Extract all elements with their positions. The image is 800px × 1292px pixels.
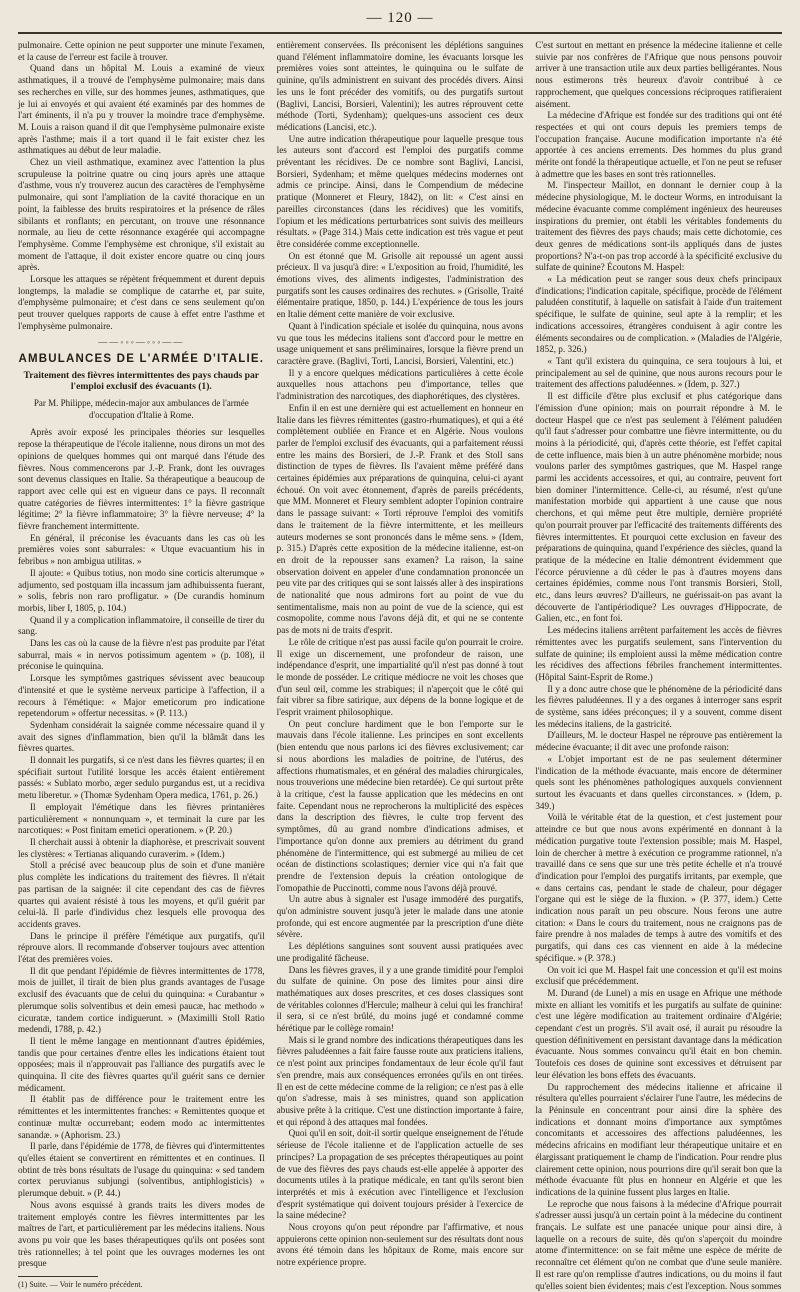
article-columns <box>18 40 782 1291</box>
paragraph: Il employait l'émétique dans les fièvres printanières particulièrement « nonnunquam », et terminait la cure par les narcotiques: « Post finitam emetici operationem. » (P. 20.) <box>18 801 265 836</box>
paragraph: Nous avons esquissé à grands traits les divers modes de traitement employés contre les fièvres intermittentes par les maîtres de l'art, et particulièrement par les médecins italiens. Nous avons pu voir que les bases thérapeutiques qu'ils ont posées sont très rationnelles; à tel point que les ouvrages modernes les ont presque <box>18 1199 265 1269</box>
column-right <box>535 40 782 1292</box>
paragraph: Nous croyons qu'on peut répondre par l'affirmative, et nous appuierons cette opinion non-seulement sur des résultats dont nous avons été témoin dans les hôpitaux de Rome, mais encore sur notre expérience propre. <box>276 1222 524 1268</box>
paragraph: « L'objet important est de ne pas seulement déterminer l'indication de la méthode évacuante, mais encore de déterminer quels sont les phénomènes pathologiques auxquels conviennent surtout les évacuants et dans quelles circonstances. » (Idem, p. 349.) <box>535 753 782 811</box>
paragraph: pulmonaire. Cette opinion ne peut supporter une minute l'examen, et la cause de l'erreur est facile à trouver. <box>18 40 265 62</box>
paragraph: Lorsque les symptômes gastriques sévissent avec beaucoup d'intensité et que le système nerveux participe à l'affection, il a recours à l'émétique: « Major emeticorum pro indicatione repetendorum » offertur necessitas. » (P. 113.) <box>18 673 265 719</box>
article-byline: Par M. Philippe, médecin-major aux ambulances de l'armée d'occupation d'Italie à Rome. <box>33 397 249 420</box>
paragraph: « La médication peut se ranger sous deux chefs principaux d'indications; l'indication capitale, spécifique, procède de l'élément paludéen constitutif, à laquelle on satisfait à l'aide d'un traitement spécifique, le sulfate de quinine, seul apte à la remplir; et les indications accessoires, étrangères conduisent à agir contre les éléments secondaires ou de complication. » (Maladies de l'Algérie, 1852, p. 326.) <box>535 274 782 355</box>
paragraph: On est étonné que M. Grisolle ait repoussé un agent aussi précieux. Il va jusqu'à dire: « L'exposition au froid, l'humidité, les émotions vives, des aliments indigestes, l'administration des purgatifs sont les causes ordinaires des rechutes. » (Grisolle, Traité élémentaire pratique, 1850, p. 144.) L'expérience de tous les jours en Italie dément cette manière de voir exclusive. <box>276 250 524 320</box>
paragraph: Il donnait les purgatifs, si ce n'est dans les fièvres quartes; il en spécifiait surtout l'utilité lorsque les accès étaient entièrement passés: « Sublato morbo, æger sedulo purgandus est, ut a recidiva metu liberetur. » (Thomæ Sydenham Opera medica, 1761, p. 26.) <box>18 755 265 801</box>
paragraph: Sydenham considérait la saignée comme nécessaire quand il y avait des signes d'inflammation, bien qu'il la blâmât dans les fièvres quartes. <box>18 719 265 754</box>
paragraph: Il y a encore quelques médications particulières à cette école auxquelles nous attachons peu d'importance, telles que l'administration des narcotiques, des diaphorétiques, des clystères. <box>276 367 524 402</box>
paragraph: Il est difficile d'être plus exclusif et plus catégorique dans l'émission d'une opinion; mais on pourrait répondre à M. le docteur Haspel que ce n'est pas seulement à l'élément paludéen qu'il faut s'adresser pour combattre une fièvre intermittente, ou du moins à la périodicité, qui, d'après cette théorie, est l'effet capital de cette influence, mais bien à un autre phénomène morbide; nous voulons parler des symptômes gastriques, que M. Haspel range parmi les accidents accessoires, et qui, au contraire, peuvent fort bien dominer l'intermittence. Celle-ci, au résumé, n'est qu'une manifestation morbide qui appartient à une cause que nous cherchons, et qui même peut être multiple, dernière propriété qu'on pourrait prouver par l'efficacité des traitements différents des fièvres intermittentes. Et pourquoi cette exclusion en faveur des préparations de quinquina, quand l'expérience des siècles, quand la pratique de la médecine en Italie démontrent évidemment que l'écorce péruvienne a dû céder le pas à d'autres moyens dans certaines épidémies, comme nous l'ont transmis Borsieri, Stoll, etc., dans leurs œuvres? D'ailleurs, ne guérissait-on pas avant la découverte de l'antipériodique? Les ouvrages d'Hippocrate, de Galien, etc., en font foi. <box>535 391 782 624</box>
paragraph: Mais si le grand nombre des indications thérapeutiques dans les fièvres paludéennes a fait faire fausse route aux praticiens italiens, ce n'est point aux principes fondamentaux de leur école qu'il faut s'en prendre, mais aux conséquences erronées qu'ils en ont tirées. Il en est de cette médecine comme de la religion; ce n'est pas à elle qu'on s'adresse, mais à ses ministres, quand son application abusive prête à la critique. C'est une distinction importante à faire, et qui répond à des attaques mal fondées. <box>276 1034 524 1127</box>
paragraph: On peut conclure hardiment que le bon l'emporte sur le mauvais dans l'école italienne. Les principes en sont excellents (bien entendu que nous parlons ici des fièvres exclusivement; car si nous abordions les maladies de poitrine, de l'utérus, des affections rhumatismales, et en général des maladies chirurgicales, nous trouverions une médecine bien retardée). Ce qui surtout prête à la critique, c'est la fausse application que les médecins en ont faite. Cependant nous ne reprocherons la multiplicité des espèces dans la description des fièvres, le culte trop fervent des symptômes, dû au grand nombre d'indications admises, et l'importance qu'on donne aux premiers au détriment du grand phénomène de l'intermittence, qui est submergé au milieu de cet océan de distinctions scolastiques; dernier vice qui n'a fait que prendre de l'extension depuis la création ontologique de l'omopathie de Puccinotti, comme nous l'avons déjà prouvé. <box>276 718 524 893</box>
paragraph: Dans le principe il préfère l'émétique aux purgatifs, qu'il réprouve alors. Il recommande d'observer toujours avec attention l'état des premières voies. <box>18 930 265 965</box>
paragraph: Quand dans un hôpital M. Louis a examiné de vieux asthmatiques, il a trouvé de l'emphysème pulmonaire; mais dans ses recherches en ville, sur des hommes jeunes, asthmatiques, que je lui ai envoyés et qui avaient été examinés par des hommes de l'art éminents, il n'a pu y trouver la moindre trace d'emphysème. M. Louis a raison quand il dit que l'emphysème pulmonaire existe après l'asthme; mais il a tort quand il le fait exister chez les asthmatiques au début de leur maladie. <box>18 63 265 156</box>
paragraph: Une autre indication thérapeutique pour laquelle presque tous les auteurs sont d'accord est l'emploi des purgatifs comme préventant les récidives. De ce nombre sont Baglivi, Lancisi, Borsieri, Sydenham; et même quelques médecins modernes ont admis ce principe. Ainsi, dans le Compendium de médecine pratique (Monneret et Fleury, 1842), on lit: « C'est ainsi en pareilles circonstances (dans les récidives) que les vomitifs, l'opium et les médications perturbatrices sont suivis des meilleurs résultats. » (Page 314.) Mais cette indication est très vague et peut être considérée comme exceptionnelle. <box>276 133 524 249</box>
paragraph: C'est surtout en mettant en présence la médecine italienne et celle suivie par nos confrères de l'Afrique que nous pensons pouvoir arriver à une transaction utile aux deux parties belligérantes. Nous nous estimerons très heureux d'avoir contribué à ce rapprochement, que quelques concessions réciproques ratifieraient aisément. <box>535 40 782 109</box>
section-divider-ornament: ——◦◦◦—◦◦◦—— <box>98 336 185 347</box>
paragraph: En général, il préconise les évacuants dans les cas où les premières voies sont saburrales: « Utque evacuantium his in febribus » non ambigua utilitas. » <box>18 532 265 567</box>
column-middle <box>277 40 524 1292</box>
paragraph: Dans les fièvres graves, il y a une grande timidité pour l'emploi du sulfate de quinine. On pose des limites pour ainsi dire mathématiques aux doses prescrites, et ces doses classiques sont de véritables colonnes d'Hercule; malheur à celui qui les franchira! il sera, si ce n'est brûlé, du moins jugé et condamné comme hérétique par le collège romain! <box>276 964 524 1034</box>
paragraph: Quoi qu'il en soit, doit-il sortir quelque enseignement de l'étude sérieuse de l'école italienne et de l'application actuelle de ses principes? La propagation de ses préceptes thérapeutiques au point de vue des fièvres des pays chauds est-elle appelée à apporter des documents utiles à la pratique médicale, en tant qu'ils seront bien interprétés et mis à exécution avec l'intelligence et l'exclusion d'esprit systématique qui doivent toujours présider à l'exercice de la saine médecine? <box>276 1128 524 1221</box>
paragraph: entièrement conservées. Ils préconisent les déplétions sanguines quand l'élément inflammatoire domine, les évacuants lorsque les premières voies sont atteintes, le quinquina ou le sulfate de quinine, qu'ils administrent en suivant des procédés divers. Ainsi les uns le font précéder des vomitifs, ou des purgatifs surtout (Baglivi, Lancisi, Borsieri, Valentini); les autres réprouvent cette méthode (Torti, Sydenham); quelques-uns associent ces deux médications (Lancisi, etc.). <box>276 40 524 132</box>
paragraph: Quant à l'indication spéciale et isolée du quinquina, nous avons vu que tous les médecins italiens sont d'accord pour le mettre en usage uniquement et sans préliminaires, lorsque la fièvre prend un caractère grave. (Baglivi, Torti, Lancisi, Borsieri, Valentini, etc.) <box>276 320 524 366</box>
paragraph: Le reproche que nous faisons à la médecine d'Afrique pourrait s'adresser aussi jusqu'à un certain point à la médecine du continent français. Le sulfate est une panacée unique pour ainsi dire, à laquelle on a recours de suite, dès qu'on s'aperçoit du moindre atome d'intermittence: on se fait même une espèce de mérite de reconnaître cet élément qu'on ne combat que d'une seule manière. Il est rare qu'on remplisse d'autres indications, ou du moins il faut qu'elles soient bien évidentes; mais c'est l'exception. Nous sommes <box>535 1198 782 1291</box>
paragraph: Du rapprochement des médecins italienne et africaine il résultera qu'elles pourraient s'éclairer l'une l'autre, les médecins de la Péninsule en concentrant pour ainsi dire la sphère des indications et donnant moins d'importance aux symptômes concomitants et accessoires des affections paludéennes, les médecins africains en modifiant leur thérapeutique unitaire et en élargissant pratiquement le champ de l'indication. Pour rendre plus clairement cette opinion, nous pourrions dire qu'il serait bon que la méthode évacuante fût plus en honneur en Algérie et que les indications de la quinine fussent plus larges en Italie. <box>535 1081 782 1197</box>
paragraph: Le rôle de critique n'est pas aussi facile qu'on pourrait le croire. Il exige un discernement, une profondeur de raison, une indépendance d'esprit, une impartialité qu'il n'est pas donné à tout le monde de posséder. Le critique médiocre ne voit les choses que d'un seul œil, comme les strabiques; il n'aperçoit que le côté qui fait vibrer sa fibre satirique, aux dépens de la bonne logique et de l'esprit vraiment philosophique. <box>276 636 524 718</box>
paragraph: Il cherchait aussi à obtenir la diaphorèse, et prescrivait souvent les clystères: « Tertianas aliquando curaverim. » (Idem.) <box>18 837 265 859</box>
paragraph: La médecine d'Afrique est fondée sur des traditions qui ont été respectées et qui ont cours depuis les premiers temps de l'occupation française. Aucune modification importante n'a été apportée à ces anciens errements. Des hommes du plus grand mérite ont fondé la thérapeutique actuelle, et l'on ne peut se refuser à admettre que les bases en sont très rationnelles. <box>535 110 782 179</box>
footnote: (1) Suite. — Voir le numéro précédent. <box>18 1280 143 1290</box>
paragraph: On voit ici que M. Haspel fait une concession et qu'il est moins exclusif que précédemment. <box>535 964 782 987</box>
paragraph: Après avoir exposé les principales théories sur lesquelles repose la thérapeutique de l'école italienne, nous dirons un mot des opinions de quelques hommes qui ont marqué dans l'étude des fièvres. Nous commencerons par J.-P. Frank, dont les ouvrages sont devenus classiques en Italie. Sa thérapeutique a beaucoup de rapport avec celle qui est en vigueur dans ce pays. Il reconnaît quatre catégories de fièvres intermittentes: 1° la fièvre gastrique légitime; 2° la fièvre inflammatoire; 3° la fièvre nerveuse; 4° la fièvre franchement intermittente. <box>18 427 265 532</box>
paragraph: Il parle, dans l'épidémie de 1778, de fièvres qui d'intermittentes qu'elles étaient se convertirent en rémittentes et en continues. Il obtint de très bons résultats de l'usage du quinquina: « sed tandem cortex peruvianus subjungi (solventibus, antiphlogisticis) » plerumque debuit. » (P. 44.) <box>18 1141 265 1199</box>
paragraph: M. Durand (de Lunel) a mis en usage en Afrique une méthode mixte en alliant les vomitifs et les purgatifs au sulfate de quinine: c'est une légère modification au traitement ordinaire d'Algérie; cependant c'est un progrès. S'il avait osé, il aurait pu résoudre la question définitivement en persistant davantage dans la médication évacuante. Nous sommes convaincu qu'il était en bon chemin. Toutefois ces doses de quinine sont excessives et détruisent par leur élévation les bons effets des évacuants. <box>535 987 782 1080</box>
paragraph: Chez un vieil asthmatique, examinez avec l'attention la plus scrupuleuse la poitrine quatre ou cinq jours après une attaque d'asthme, vous n'y trouverez aucun des caractères de l'emphysème pulmonaire, qui sont l'ampliation de la cavité thoracique en un point, la faiblesse des bruits respiratoires et la présence de râles sibilants et ronflants; en percutant, on trouve une résonnance normale, au lieu de cette résonnance exagérée qui accompagne l'emphysème. Comme l'emphysème est chronique, s'il existait au moment de l'attaque, il doit exister encore quatre ou cinq jours après. <box>18 157 265 273</box>
paragraph: D'ailleurs, M. le docteur Haspel ne réprouve pas entièrement la médecine évacuante; il dit avec une profonde raison: <box>535 730 782 753</box>
section-title: AMBULANCES DE L'ARMÉE D'ITALIE. <box>18 353 265 366</box>
paragraph: Stoll a précisé avec beaucoup plus de soin et d'une manière plus complète les indications du traitement des fièvres. Il n'était pas partisan de la saignée: il cite cependant des cas de fièvres quartes qui avaient résisté à tous les moyens, et qu'il guérit par celui-là. Il parle d'individus chez lesquels elle provoqua des accidents graves. <box>18 860 265 929</box>
paragraph: Il y a donc autre chose que le phénomène de la périodicité dans les fièvres paludéennes. Il y a des organes à interroger sans esprit de système, sans idées préconçues; il y a souvent, comme disent les médecins italiens, de la gastricité. <box>535 683 782 729</box>
paragraph: Lorsque les attaques se répètent fréquemment et durent depuis longtemps, la maladie se complique de catarrhe et, par suite, d'emphysème pulmonaire; et c'est dans ce sens seulement qu'on peut trouver quelques rapports de cause à effet entre l'asthme et l'emphysème pulmonaire. <box>18 274 265 331</box>
paragraph: Quand il y a complication inflammatoire, il conseille de tirer du sang. <box>18 614 265 637</box>
paragraph: Enfin il en est une dernière qui est actuellement en honneur en Italie dans les fièvres rémittentes (gastro-rhumatiques), et qui a été complètement oubliée en France et en Algérie. Nous voulons parler de l'emploi exclusif des évacuants, qui a parfaitement réussi entre les mains des Borsieri, de J.-P. Frank et des Stoll sans distinction de types de fièvres. Ils l'avaient même préféré dans certaines épidémies aux préparations de quinquina, celui-ci ayant échoué. On voit avec étonnement, d'après de pareils précédents, que MM. Monneret et Fleury semblent adopter l'opinion contraire dans le passage suivant: « Torti réprouve l'emploi des vomitifs dans le traitement de la fièvre intermittente, et les meilleurs auteurs modernes se sont prononcés dans le même sens. » (Idem, p. 315.) D'après cette exposition de la médecine italienne, est-on en droit de la repousser sans examen? La raison, la saine observation doivent en appeler d'une condamnation prononcée un peu vite par des critiques qui se sont laissés aller à des inspirations de nationalité que nous admirons fort au point de vue du sentimentalisme, mais non au point de vue de la science, qui est cosmopolite, comme nous l'avons déjà dit, et qui ne se contente pas de mots ni de traits d'esprit. <box>276 402 524 636</box>
paragraph: Dans les cas où la cause de la fièvre n'est pas produite par l'état saburral, mais « in nervos potissimum agentem » (p. 108), il préconise le quinquina. <box>18 638 265 672</box>
page-header <box>18 10 782 34</box>
column-left <box>18 40 265 1292</box>
article-subtitle: Traitement des fièvres intermittentes des pays chauds par l'emploi exclusif des évacuants (1). <box>23 369 260 393</box>
paragraph: « Tant qu'il existera du quinquina, ce sera toujours à lui, et principalement au sel de quinine, que nous aurons recours pour le traitement des affections paludéennes. » (Idem, p. 327.) <box>535 355 782 390</box>
paragraph: Il dit que pendant l'épidémie de fièvres intermittentes de 1778, mois de juillet, il tirait de bien plus grands avantages de l'usage exclusif des évacuants que de celui du quinquina: « Curabantur » plerumque solis solventibus et dein emesi paucæ, hac methodo » cicuratæ, tandem cortice indiguerunt. » (Maximilli Stoll Ratio medendi, 1788, p. 42.) <box>18 965 265 1035</box>
footnote-rule <box>18 1276 98 1277</box>
paragraph: Voilà le véritable état de la question, et c'est justement pour atteindre ce but que nous avons expérimenté en donnant à la médication purgative toute l'extension possible; mais M. Haspel, loin de chercher à mettre à exécution ce programme rationnel, n'a travaillé dans ce sens que sur une très petite échelle et n'a trouvé d'indication pour l'emploi des purgatifs irritants, par exemple, que « dans certains cas, pendant le stade de chaleur, pour dégager l'organe qui est le siège de la fluxion. » (P. 377, idem.) Cette indication nous paraît un peu obscure. Nous ferons une autre citation: « Dans le cours du traitement, nous ne craignons pas de faire prendre à nos malades de temps à autre des vomitifs et des purgatifs, qui dans ces cas viennent en aide à la médecine spécifique. » (P. 378.) <box>535 812 782 963</box>
paragraph: Les médecins italiens arrêtent parfaitement les accès de fièvres rémittentes avec les purgatifs seulement, sans l'intervention du sulfate de quinine; ils emploient aussi la même médication contre les récidives des affections fébriles franchement intermittentes. (Hôpital Saint-Esprit de Rome.) <box>535 625 782 682</box>
paragraph: Il ajoute: « Quibus totius, non modo sine corticis alterumque » adjumento, sed postquam illa incassum jam adhibuissenta fuerant, » solis, febris non raro profligatur. » (De curandis hominum morbis, liber I, 1805, p. 104.) <box>18 567 265 613</box>
page-number: — 120 — <box>366 10 434 26</box>
paragraph: Les déplétions sanguines sont souvent aussi pratiquées avec une prodigalité fâcheuse. <box>276 941 524 963</box>
paragraph: M. l'inspecteur Maillot, en donnant le dernier coup à la médecine physiologique, M. le docteur Worms, en introduisant la médecine évacuante comme complément ingénieux des heureuses inspirations du premier, ont établi les véritables fondements du traitement des fièvres des pays chauds; mais cette dichotomie, ces deux genres de médications sont-ils appliqués dans de justes proportions? N'a-t-on pas trop accordé à la spécificité exclusive du sulfate de quinine? Écoutons M. Haspel: <box>535 180 782 273</box>
paragraph: Un autre abus à signaler est l'usage immodéré des purgatifs, qu'on administre souvent jusqu'à jeter le malade dans une atonie profonde, qui est encore augmentée par la prescription d'une diète sévère. <box>276 894 524 940</box>
paragraph: Il établit pas de différence pour le traitement entre les rémittentes et les intermittentes franches: « Remittentes quoque et continuæ multæ occurrebant; eodem modo ac intermittentes sanandæ. » (Aphorism. 23.) <box>18 1094 265 1140</box>
paragraph: Il tient le même langage en mentionnant d'autres épidémies, tandis que pour certaines d'entre elles les indications étaient tout opposées; mais il n'approuvait pas l'alliance des purgatifs avec le quinquina. Il cite des fièvres quartes qu'il guérit sans ce dernier médicament. <box>18 1035 265 1093</box>
